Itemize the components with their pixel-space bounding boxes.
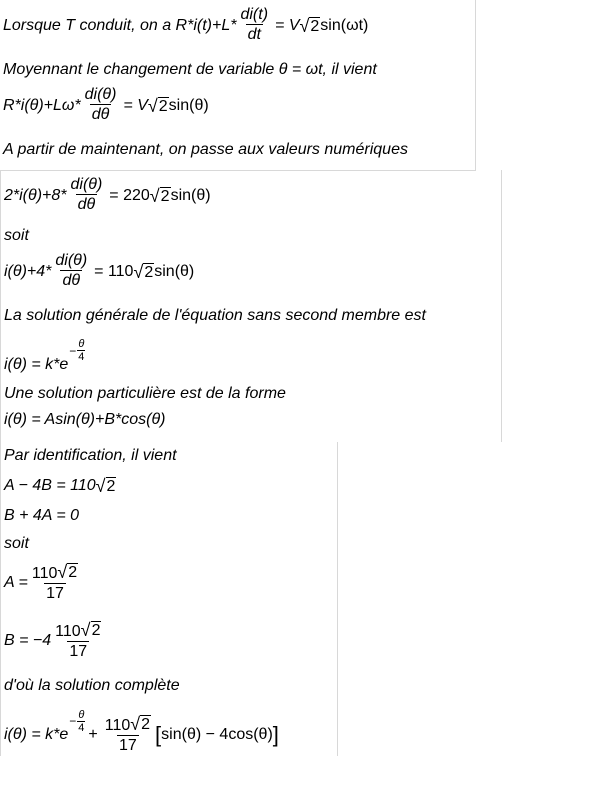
sqrt-2: √ 2: [133, 261, 154, 282]
equation-theta: R*i(θ)+Lω* $\frac{di(\theta)}{d\theta}$ = V √ 2 sin(θ): [3, 86, 209, 123]
panel-intro: [0, 0, 476, 171]
text-numeric-values: A partir de maintenant, on passe aux valeurs numériques: [3, 141, 408, 158]
fraction-110-sqrt2-over-17: 110 √ 2 17: [104, 714, 151, 754]
text-soit: soit: [4, 535, 29, 552]
text-change-variable: Moyennant le changement de variable θ = ωt, il vient: [3, 61, 377, 78]
panel-identification: [0, 442, 338, 756]
equation-identification-2: B + 4A = 0: [4, 507, 80, 524]
fraction-110-sqrt2-over-17: 110 √ 2 17: [55, 620, 101, 660]
equation-identification-1: A − 4B = 110 √ 2: [4, 476, 116, 496]
equation-numeric-2: i(θ)+4* $\frac{di(\theta)}{d\theta}$ = 110 √ 2 sin(θ): [4, 252, 195, 289]
exponent-theta-over-4: $\frac{\theta}{4}$: [78, 708, 85, 734]
sqrt-2: √ 2: [149, 185, 170, 206]
fraction-dit-dtheta: $\frac{di(\theta)}{d\theta}$: [70, 176, 103, 213]
text-soit: soit: [4, 227, 29, 244]
panel-numeric: [0, 170, 502, 442]
fraction-dit-dtheta: $\frac{di(\theta)}{d\theta}$: [55, 252, 88, 289]
equation-complete-solution: i(θ) = k*e − $\frac{\theta}{4}$ + 110 √ 2 17 [ sin(θ) − 4cos(θ) ]: [4, 708, 279, 754]
sqrt-2: √ 2: [147, 95, 168, 116]
exponent-theta-over-4: $\frac{\theta}{4}$: [78, 338, 85, 363]
text-complete-solution: d'où la solution complète: [4, 677, 180, 694]
equation-A-value: A = 110 √ 2 17: [4, 562, 82, 604]
line-t-conduit: Lorsque T conduit, on a R*i(t)+L* $\frac{di(t)}{dt}$ = V √ 2 sin(ωt): [3, 6, 369, 43]
sqrt-2: √ 2: [95, 476, 116, 496]
sqrt-2: √ 2: [299, 15, 320, 36]
fraction-110-sqrt2-over-17: 110 √ 2 17: [31, 562, 78, 602]
text-t-conduit: Lorsque T conduit, on a R*i(t)+L*: [3, 16, 237, 34]
equation-B-value: B = −4 110 √ 2 17: [4, 620, 105, 662]
equation-numeric-1: 2*i(θ)+8* $\frac{di(\theta)}{d\theta}$ = 220 √ 2 sin(θ): [4, 176, 211, 213]
equation-homogeneous: i(θ) = k*e − $\frac{\theta}{4}$: [4, 338, 85, 373]
equation-particular: i(θ) = Asin(θ)+B*cos(θ): [4, 411, 166, 428]
fraction-dit-dt: $\frac{di(t)}{dt}$: [240, 6, 269, 43]
text-identification: Par identification, il vient: [4, 447, 177, 464]
text-particular-solution: Une solution particulière est de la forme: [4, 385, 286, 402]
text-general-solution: La solution générale de l'équation sans second membre est: [4, 307, 426, 324]
fraction-dit-dtheta: $\frac{di(\theta)}{d\theta}$: [84, 86, 117, 123]
